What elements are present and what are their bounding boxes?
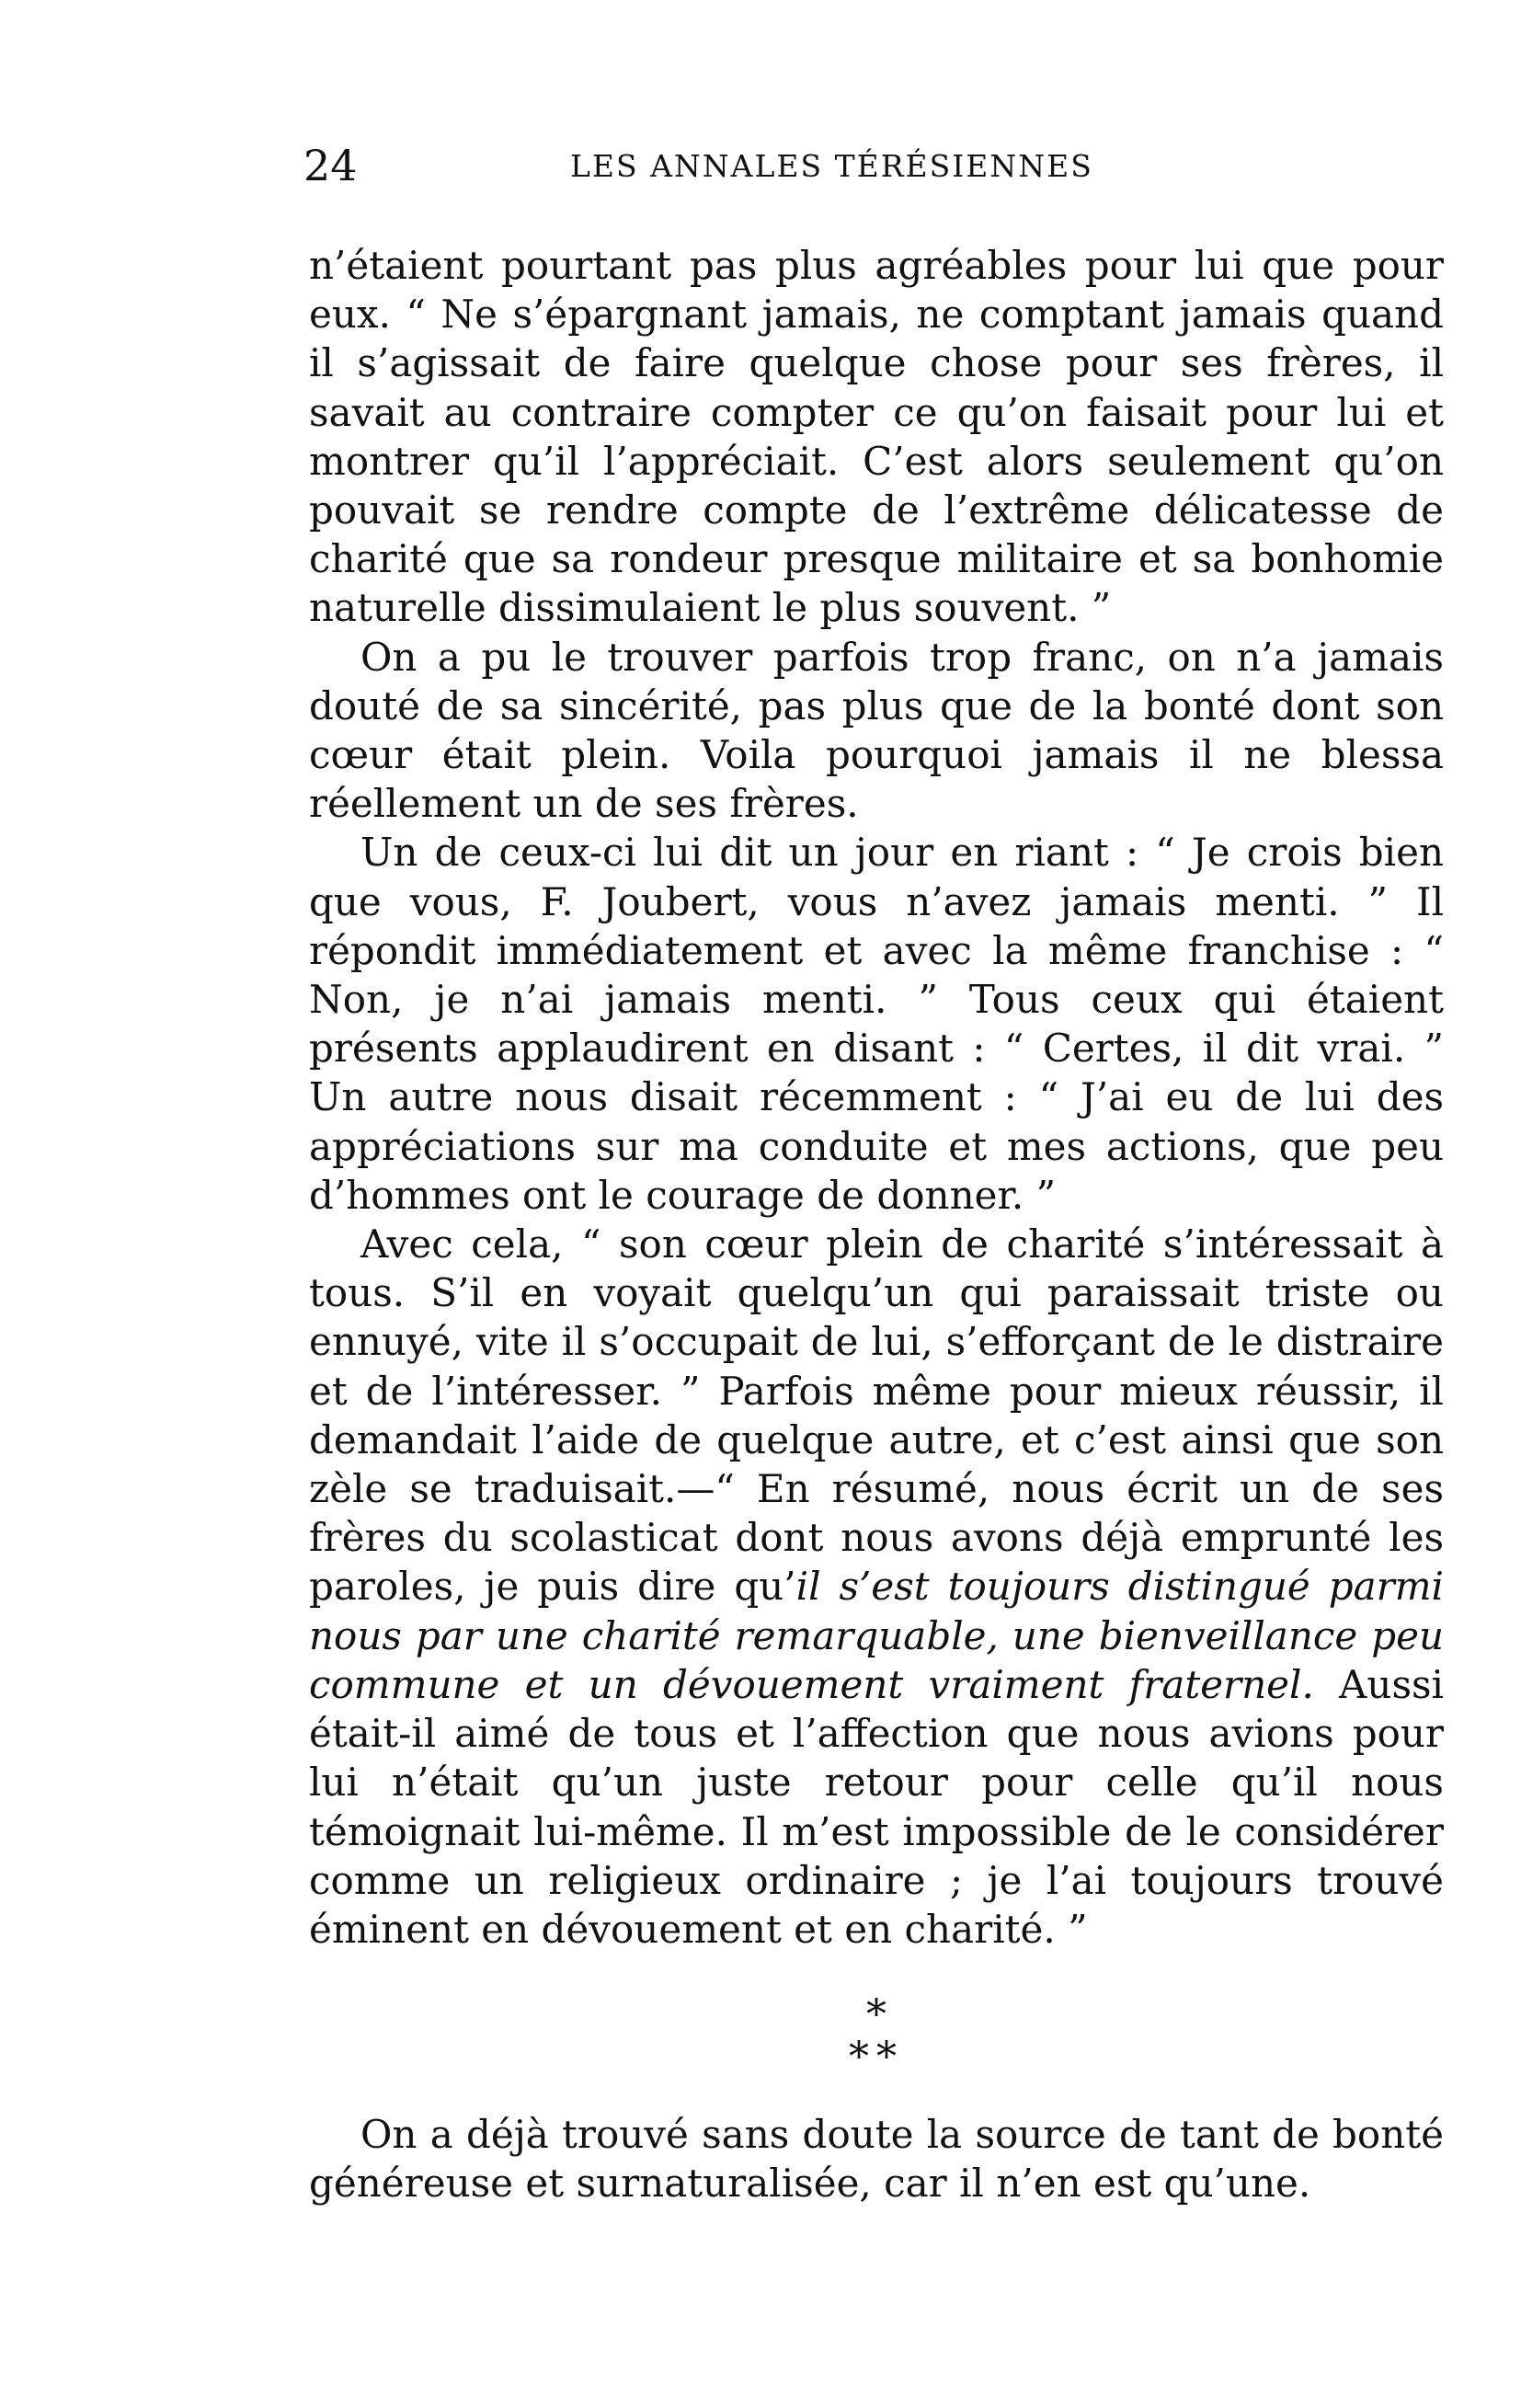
paragraph-5: On a déjà trouvé sans doute la source de tant de bonté généreuse et surnaturalisée, car il n’en est qu’une. <box>309 2112 1444 2207</box>
paragraph-4-italic-quote: il s’est toujours distingué parmi nous par une charité remarquable, une bienveillance peu commune et un dévouement vraiment fraternel. <box>309 1564 1444 1707</box>
paragraph-4-text-before: Avec cela, “ son cœur plein de charité s’intéressait à tous. S’il en voyait quelqu’un qui paraissait triste ou ennuyé, vite il s’occupait de lui, s’efforçant de le distraire et de l’intéresser. ” Parfois même pour mieux réussir, il demandait l’aide de quelque autre, et c’est ainsi que son zèle se traduisait.—“ En résumé, nous écrit un de ses frères du scolasticat dont nous avons déjà emprunté les paroles, je puis dire qu’ <box>309 1221 1444 1610</box>
page-number: 24 <box>303 141 358 190</box>
page-header <box>303 138 1444 193</box>
paragraph-2: On a pu le trouver parfois trop franc, on n’a jamais douté de sa sincérité, pas plus que de la bonté dont son cœur était plein. Voila pourquoi jamais il ne blessa réellement un de ses frères. <box>309 634 1444 827</box>
paragraph-3: Un de ceux-ci lui dit un jour en riant : “ Je crois bien que vous, F. Joubert, vous n’avez jamais menti. ” Il répondit immédiatement et avec la même franchise : “ Non, je n’ai jamais menti. ” Tous ceux qui étaient présents applaudirent en disant : “ Certes, il dit vrai. ” Un autre nous disait récemment : “ J’ai eu de lui des appréciations sur ma conduite et mes actions, que peu d’hommes ont le courage de donner. ” <box>309 830 1444 1218</box>
running-title: LES ANNALES TÉRÉSIENNES <box>570 148 1093 184</box>
paragraph-4 <box>309 1220 1444 1954</box>
page-body <box>309 241 1444 2208</box>
asterism-top-star: * <box>866 1991 886 2039</box>
section-break-asterism <box>309 1991 1444 2081</box>
paragraph-4-text-after: Aussi était-il aimé de tous et l’affection que nous avions pour lui n’était qu’un juste retour pour celle qu’il nous témoignait lui-même. Il m’est impossible de le considérer comme un religieux ordinaire ; je l’ai toujours trouvé éminent en dévouement et en charité. ” <box>309 1661 1444 1952</box>
paragraph-1: n’étaient pourtant pas plus agréables pour lui que pour eux. “ Ne s’épargnant jamais, ne comptant jamais quand il s’agissait de faire quelque chose pour ses frères, il savait au contraire compter ce qu’on faisait pour lui et montrer qu’il l’appréciait. C’est alors seulement qu’on pouvait se rendre compte de l’extrême délicatesse de charité que sa rondeur presque militaire et sa bonhomie naturelle dissimulaient le plus souvent. ” <box>309 243 1444 631</box>
asterism-bottom-stars: ** <box>849 2034 904 2081</box>
